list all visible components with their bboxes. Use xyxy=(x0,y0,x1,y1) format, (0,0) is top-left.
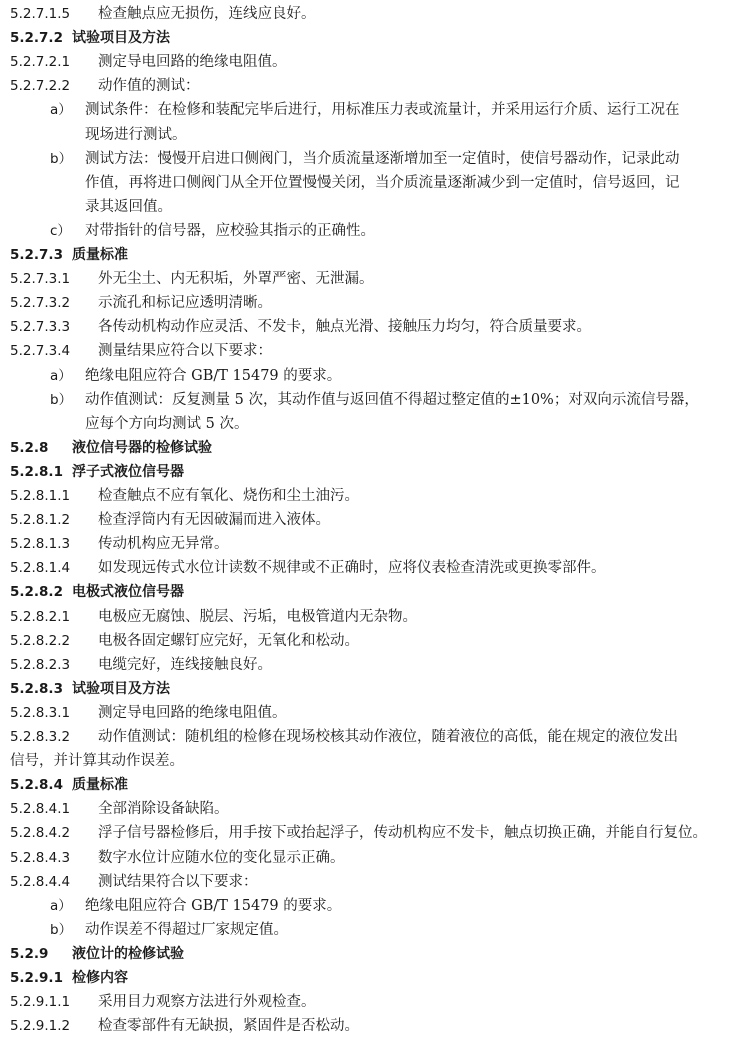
clause-number: 5.2.7.3.1 xyxy=(10,271,71,288)
clause-text: 采用目力观察方法进行外观检查。 xyxy=(98,994,316,1011)
clause-line xyxy=(0,50,750,74)
clause-number: 5.2.8 xyxy=(10,439,49,456)
clause-number: a） xyxy=(50,102,72,119)
clause-text: 数字水位计应随水位的变化显示正确。 xyxy=(98,849,345,866)
clause-line xyxy=(0,797,750,821)
clause-text: 电缆完好，连线接触良好。 xyxy=(98,656,272,673)
clause-text: 电极式液位信号器 xyxy=(72,584,184,601)
clause-line xyxy=(0,556,750,580)
list-item xyxy=(0,918,750,942)
clause-text: 检查触点应无损伤，连线应良好。 xyxy=(98,6,316,22)
clause-number: 5.2.8.1.3 xyxy=(10,536,71,553)
clause-number: 5.2.7.2 xyxy=(10,30,63,47)
clause-text: 浮子信号器检修后，用手按下或抬起浮子，传动机构应不发卡，触点切换正确，并能自行复位。 xyxy=(98,825,707,842)
list-item xyxy=(0,147,750,171)
list-item xyxy=(0,894,750,918)
clause-text: 录其返回值。 xyxy=(85,198,172,215)
clause-text: 外无尘土、内无积垢，外罩严密、无泄漏。 xyxy=(98,271,374,288)
section-heading xyxy=(0,460,750,484)
clause-number: a） xyxy=(50,367,72,384)
clause-text: 测定导电回路的绝缘电阻值。 xyxy=(98,54,287,71)
clause-line xyxy=(0,990,750,1014)
clause-text: 测定导电回路的绝缘电阻值。 xyxy=(98,704,287,721)
list-item-continuation xyxy=(0,195,750,219)
clause-text: 检查零部件有无缺损，紧固件是否松动。 xyxy=(98,1018,359,1035)
clause-line xyxy=(0,532,750,556)
clause-text: 检修内容 xyxy=(72,970,128,986)
clause-number: 5.2.8.3.1 xyxy=(10,704,71,721)
clause-number: 5.2.8.4.1 xyxy=(10,801,71,818)
clause-text: 作值，再将进口侧阀门从全开位置慢慢关闭，当介质流量逐渐减少到一定值时，信号返回，记 xyxy=(85,174,680,191)
clause-text: 全部消除设备缺陷。 xyxy=(98,801,229,818)
clause-text: 现场进行测试。 xyxy=(85,126,187,143)
section-heading xyxy=(0,677,750,701)
clause-number: b） xyxy=(50,150,73,167)
clause-text: 液位信号器的检修试验 xyxy=(72,439,212,456)
section-heading xyxy=(0,436,750,460)
clause-number: 5.2.9 xyxy=(10,945,49,962)
clause-number: 5.2.8.3.2 xyxy=(10,729,71,745)
clause-text: 试验项目及方法 xyxy=(72,680,170,697)
clause-line xyxy=(0,821,750,845)
clause-number: 5.2.7.2.2 xyxy=(10,78,71,95)
clause-text: 动作误差不得超过厂家规定值。 xyxy=(85,921,288,938)
clause-line xyxy=(0,484,750,508)
clause-text: 示流孔和标记应透明清晰。 xyxy=(98,295,272,312)
clause-line xyxy=(0,846,750,870)
clause-text: 动作值的测试： xyxy=(98,78,200,95)
section-heading xyxy=(0,773,750,797)
clause-number: c） xyxy=(50,222,71,239)
clause-number: 5.2.7.3.2 xyxy=(10,295,71,312)
clause-line xyxy=(0,653,750,677)
section-heading xyxy=(0,26,750,50)
clause-line xyxy=(0,1014,750,1038)
clause-number: 5.2.8.2.1 xyxy=(10,608,71,625)
clause-line xyxy=(0,701,750,725)
clause-line xyxy=(0,74,750,98)
section-heading xyxy=(0,243,750,267)
clause-number: 5.2.8.4 xyxy=(10,777,63,794)
clause-number: 5.2.8.1.2 xyxy=(10,512,71,529)
clause-number: 5.2.8.1.4 xyxy=(10,560,71,577)
clause-text: 绝缘电阻应符合 GB/T 15479 的要求。 xyxy=(85,367,342,384)
clause-number: 5.2.8.2.2 xyxy=(10,632,71,649)
list-item-continuation xyxy=(0,123,750,147)
clause-text: 电极各固定螺钉应完好，无氧化和松动。 xyxy=(98,632,359,649)
clause-line xyxy=(0,605,750,629)
clause-line xyxy=(0,508,750,532)
clause-line xyxy=(0,315,750,339)
clause-number: b） xyxy=(50,391,73,408)
clause-number: 5.2.8.3 xyxy=(10,680,63,697)
clause-text: 测试结果符合以下要求： xyxy=(98,873,258,890)
clause-line xyxy=(0,870,750,894)
clause-text: 电极应无腐蚀、脱层、污垢，电极管道内无杂物。 xyxy=(98,608,417,625)
clause-text: 液位计的检修试验 xyxy=(72,945,184,962)
list-item xyxy=(0,219,750,243)
clause-text: 测试条件：在检修和装配完毕后进行，用标准压力表或流量计，并采用运行介质、运行工况在 xyxy=(85,102,680,119)
clause-number: 5.2.7.1.5 xyxy=(10,6,71,22)
clause-line xyxy=(0,267,750,291)
clause-number: 5.2.7.2.1 xyxy=(10,54,71,71)
clause-number: 5.2.8.1 xyxy=(10,463,63,480)
clause-text: 检查触点不应有氧化、烧伤和尘土油污。 xyxy=(98,488,359,504)
list-item-continuation xyxy=(0,171,750,195)
clause-text: 信号，并计算其动作误差。 xyxy=(10,753,184,770)
clause-text: 各传动机构动作应灵活、不发卡，触点光滑、接触压力均匀，符合质量要求。 xyxy=(98,319,591,336)
clause-text: 应每个方向均测试 5 次。 xyxy=(85,415,249,432)
clause-text: 动作值测试：随机组的检修在现场校核其动作液位，随着液位的高低，能在规定的液位发出 xyxy=(98,729,678,745)
clause-text: 测试方法：慢慢开启进口侧阀门，当介质流量逐渐增加至一定值时，使信号器动作，记录此动 xyxy=(85,150,680,167)
clause-text: 试验项目及方法 xyxy=(72,30,170,47)
clause-number: 5.2.8.4.4 xyxy=(10,873,71,890)
clause-text: 动作值测试：反复测量 5 次，其动作值与返回值不得超过整定值的±10%；对双向示流信号器， xyxy=(85,391,699,408)
clause-number: 5.2.8.1.1 xyxy=(10,488,71,504)
clause-text: 绝缘电阻应符合 GB/T 15479 的要求。 xyxy=(85,897,342,914)
clause-number: 5.2.7.3.3 xyxy=(10,319,71,336)
clause-number: 5.2.7.3.4 xyxy=(10,343,71,360)
list-item xyxy=(0,98,750,122)
clause-number: a） xyxy=(50,897,72,914)
clause-text: 传动机构应无异常。 xyxy=(98,536,229,553)
list-item xyxy=(0,364,750,388)
section-heading xyxy=(0,580,750,604)
clause-text: 浮子式液位信号器 xyxy=(72,463,184,480)
clause-text: 质量标准 xyxy=(72,777,128,794)
clause-continuation xyxy=(0,749,750,773)
clause-line xyxy=(0,725,750,749)
list-item-continuation xyxy=(0,412,750,436)
clause-line xyxy=(0,629,750,653)
clause-line xyxy=(0,2,750,26)
clause-text: 测量结果应符合以下要求： xyxy=(98,343,272,360)
clause-number: b） xyxy=(50,921,73,938)
clause-text: 对带指针的信号器，应校验其指示的正确性。 xyxy=(85,222,375,239)
section-heading xyxy=(0,942,750,966)
clause-line xyxy=(0,291,750,315)
clause-number: 5.2.7.3 xyxy=(10,247,63,263)
clause-number: 5.2.8.2 xyxy=(10,584,63,601)
section-heading xyxy=(0,966,750,990)
clause-text: 如发现远传式水位计读数不规律或不正确时，应将仪表检查清洗或更换零部件。 xyxy=(98,560,606,577)
clause-number: 5.2.9.1.2 xyxy=(10,1018,71,1035)
clause-number: 5.2.8.4.3 xyxy=(10,849,71,866)
clause-text: 质量标准 xyxy=(72,247,128,263)
clause-number: 5.2.8.4.2 xyxy=(10,825,71,842)
list-item xyxy=(0,388,750,412)
clause-number: 5.2.9.1 xyxy=(10,970,63,986)
clause-number: 5.2.8.2.3 xyxy=(10,656,71,673)
clause-line xyxy=(0,339,750,363)
clause-number: 5.2.9.1.1 xyxy=(10,994,71,1011)
clause-text: 检查浮筒内有无因破漏而进入液体。 xyxy=(98,512,330,529)
